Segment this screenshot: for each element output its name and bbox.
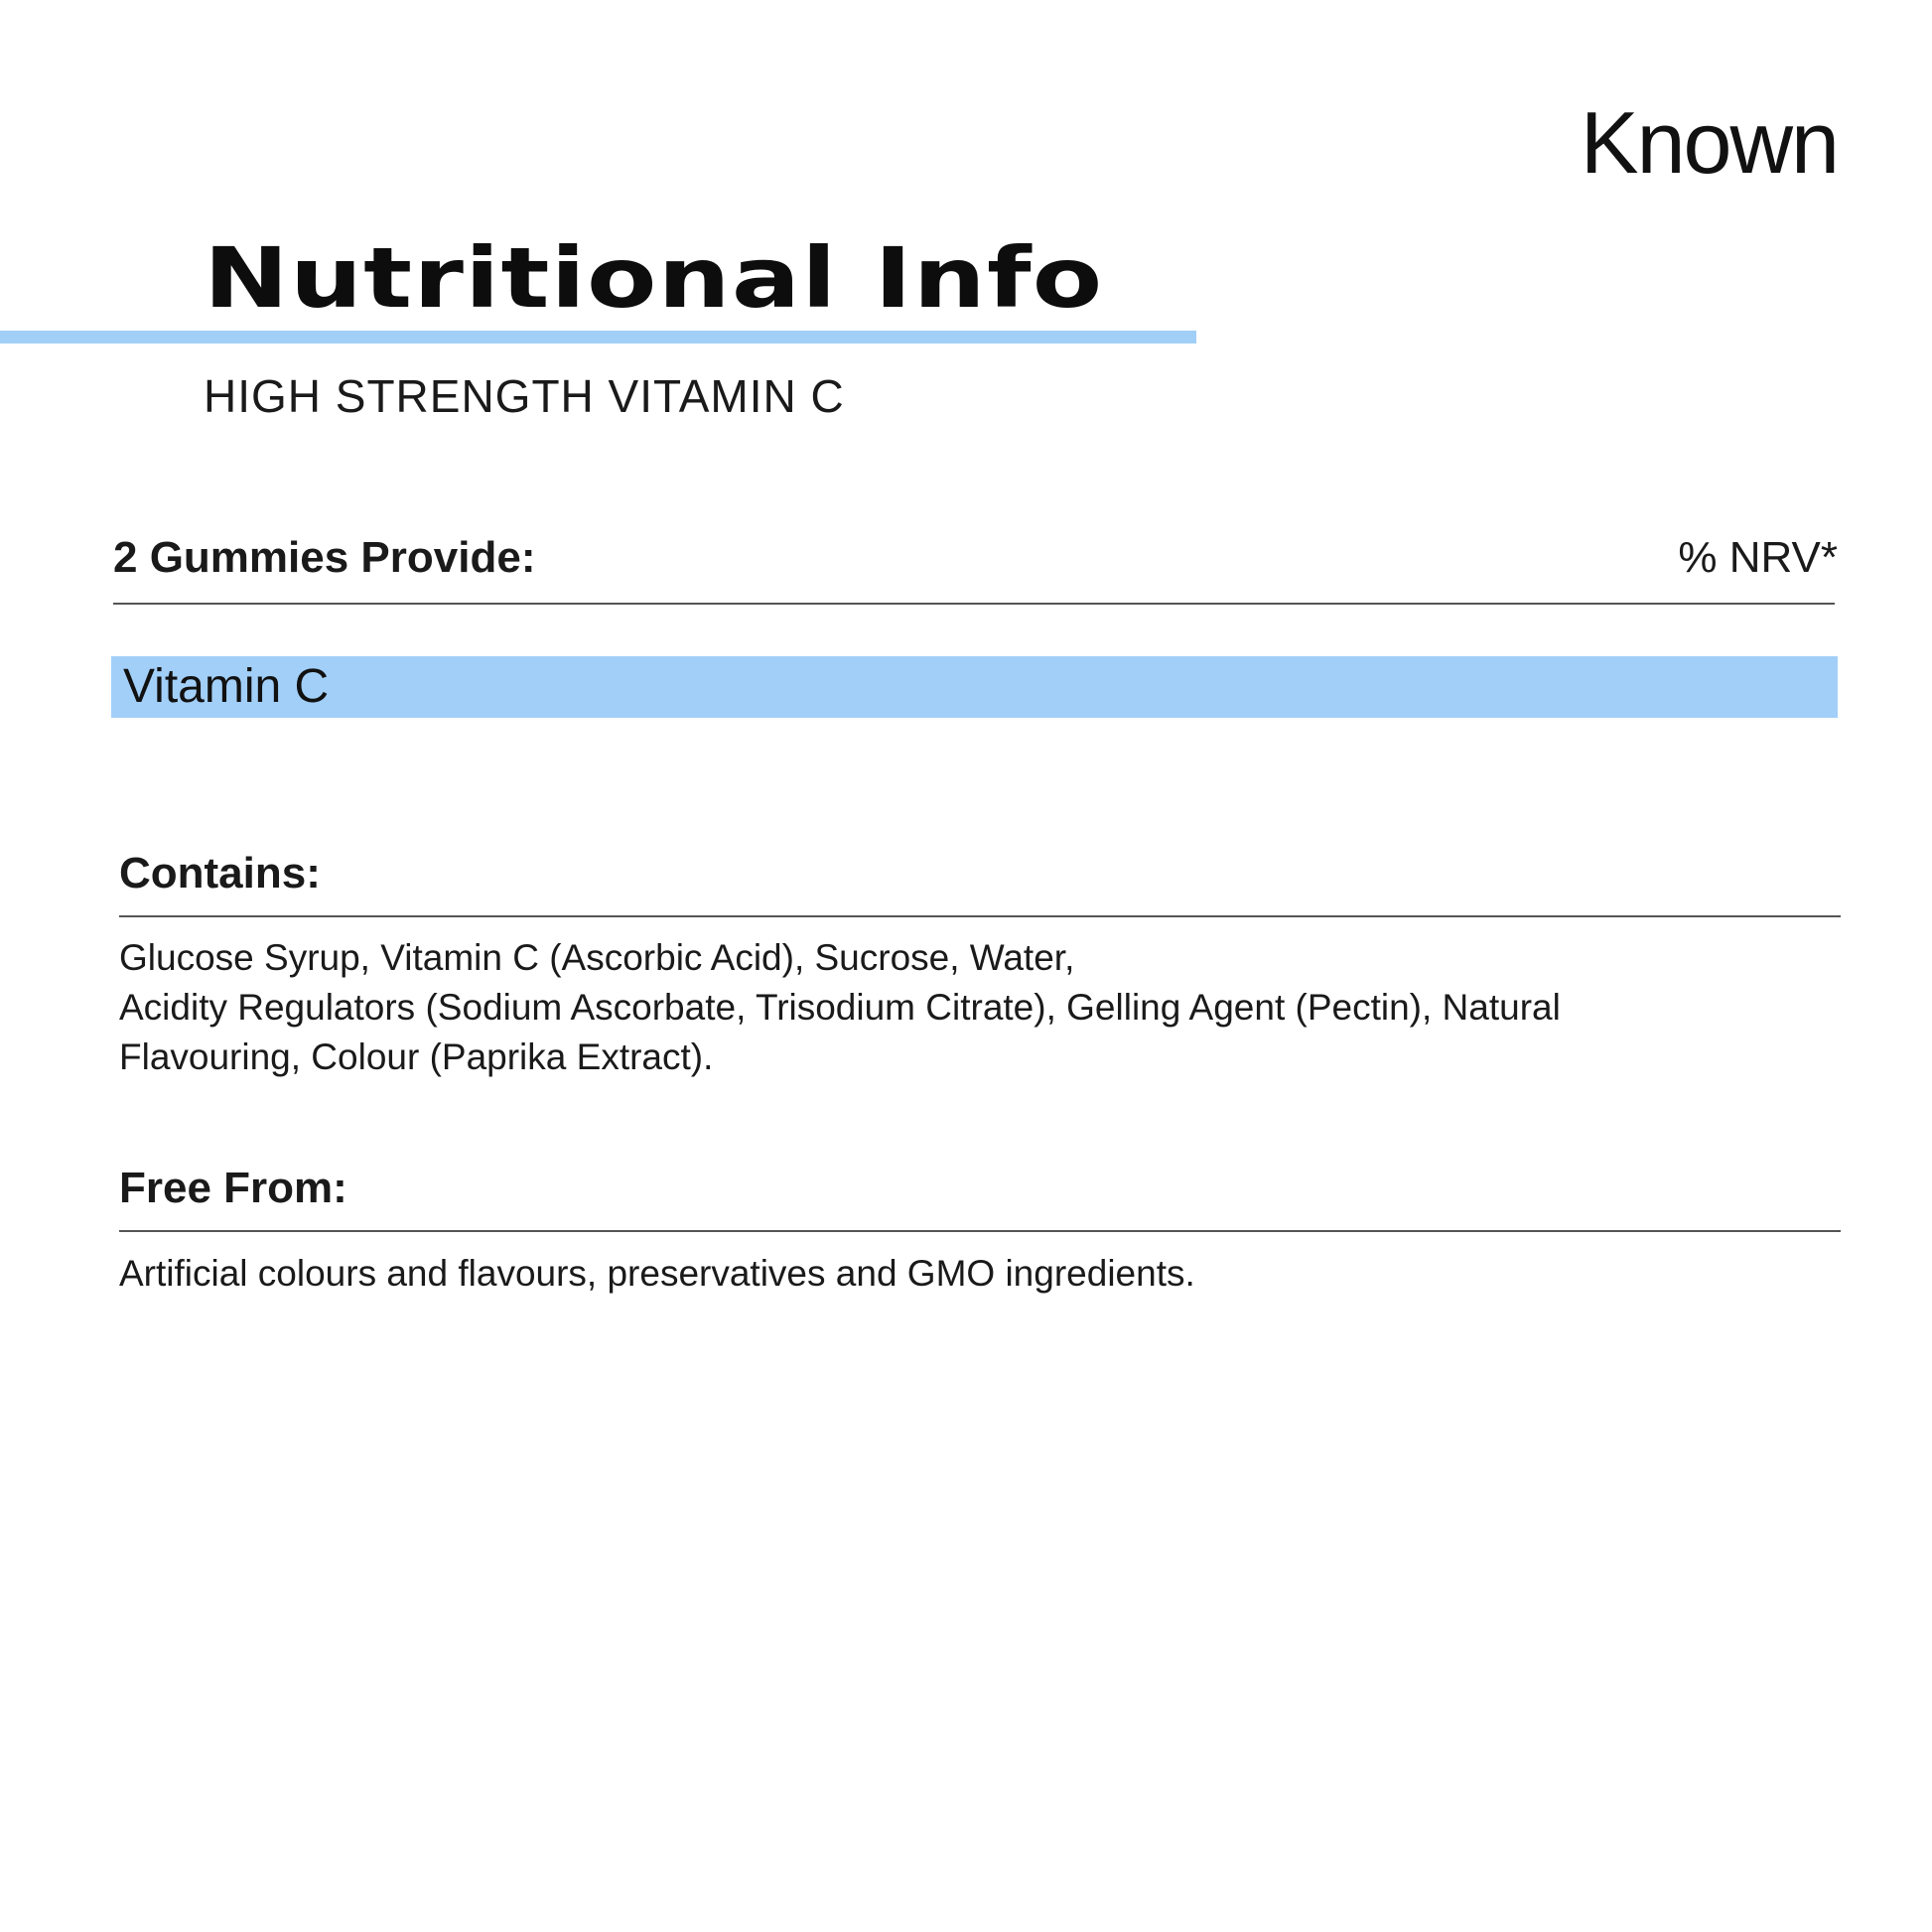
brand-logo: Known [1580, 93, 1838, 192]
ingredients-text [119, 933, 1827, 1082]
table-divider [113, 603, 1835, 605]
free-from-text: Artificial colours and flavours, preservatives and GMO ingredients. [119, 1253, 1195, 1294]
product-subtitle: HIGH STRENGTH VITAMIN C [204, 370, 845, 422]
contains-heading: Contains: [119, 849, 321, 897]
ingredients-line: Acidity Regulators (Sodium Ascorbate, Trisodium Citrate), Gelling Agent (Pectin), Natural [119, 987, 1561, 1028]
ingredients-line: Flavouring, Colour (Paprika Extract). [119, 1036, 714, 1077]
ingredients-line: Glucose Syrup, Vitamin C (Ascorbic Acid), Sucrose, Water, [119, 937, 1075, 978]
nrv-label: % NRV* [1678, 533, 1838, 582]
serving-label: 2 Gummies Provide: [113, 533, 536, 582]
nutrient-row [111, 656, 1838, 718]
title-underline [0, 331, 1196, 344]
free-from-divider [119, 1230, 1841, 1232]
page-title: Nutritional Info [204, 229, 1104, 327]
nutrient-name: Vitamin C [123, 660, 330, 713]
free-from-heading: Free From: [119, 1164, 347, 1212]
contains-divider [119, 915, 1841, 917]
